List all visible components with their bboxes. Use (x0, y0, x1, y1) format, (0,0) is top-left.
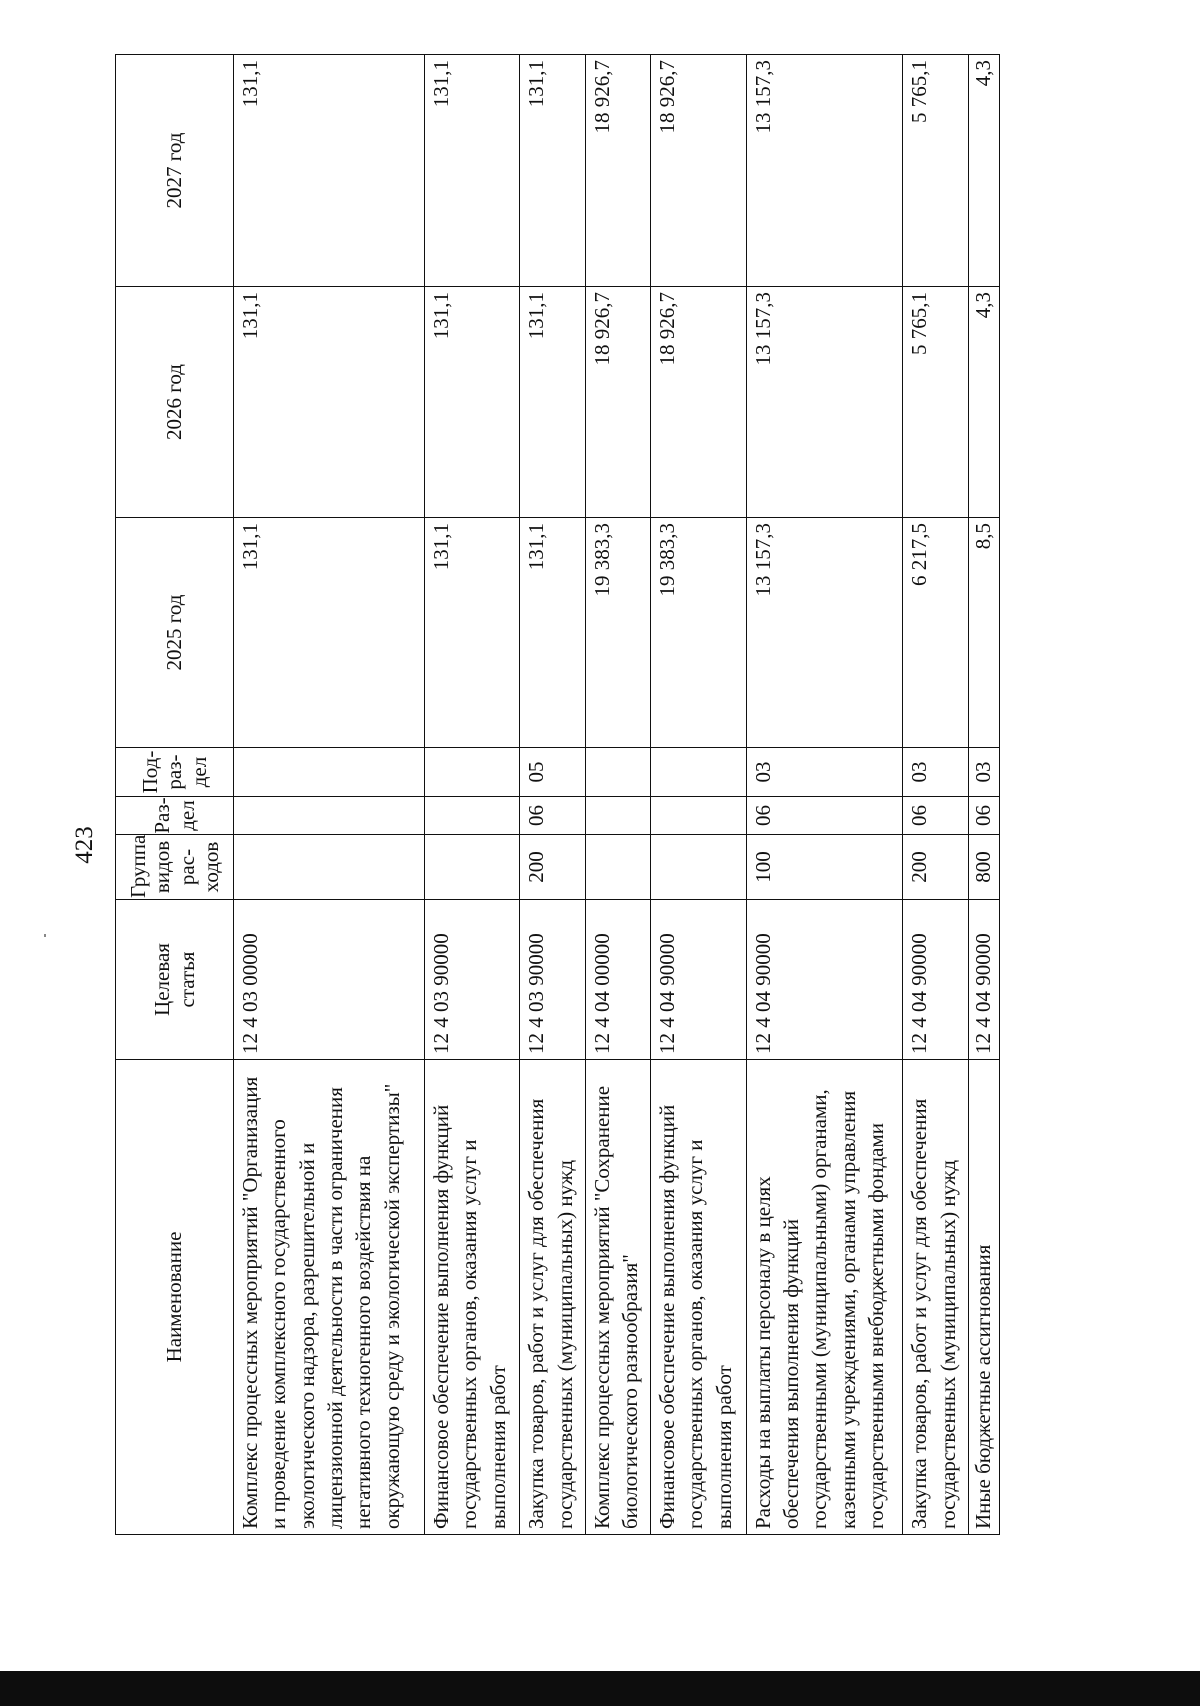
cell-target-item: 12 4 04 90000 (968, 900, 999, 1060)
cell-2026: 131,1 (520, 287, 585, 518)
cell-2026: 18 926,7 (651, 287, 746, 518)
cell-section (651, 797, 746, 835)
cell-2025: 131,1 (234, 518, 425, 748)
header-section: Раз- дел (116, 797, 234, 835)
header-year-2025: 2025 год (116, 518, 234, 748)
cell-section: 06 (903, 797, 968, 835)
cell-expense-group: 200 (903, 835, 968, 900)
scan-speck (44, 934, 46, 937)
scan-edge-bottom (0, 1671, 1200, 1706)
cell-2025: 131,1 (520, 518, 585, 748)
cell-2026: 131,1 (234, 287, 425, 518)
cell-target-item: 12 4 04 00000 (585, 900, 650, 1060)
cell-2025: 131,1 (424, 518, 519, 748)
cell-expense-group (585, 835, 650, 900)
cell-name: Иные бюджетные ассигнования (968, 1060, 999, 1535)
cell-2027: 4,3 (968, 55, 999, 287)
cell-section (424, 797, 519, 835)
cell-2027: 5 765,1 (903, 55, 968, 287)
cell-subsection (424, 748, 519, 797)
cell-expense-group: 200 (520, 835, 585, 900)
cell-section (234, 797, 425, 835)
cell-2026: 5 765,1 (903, 287, 968, 518)
header-target-item: Целевая статья (116, 900, 234, 1060)
cell-2026: 4,3 (968, 287, 999, 518)
table-row (903, 55, 968, 1535)
cell-name: Расходы на выплаты персоналу в целях обеспечения выполнения функций государственными (муниципальными) органами, казенными учреждениями, органами управления государственными внебюджетными фондами (746, 1060, 903, 1535)
header-expense-group: Группа видов рас- ходов (116, 835, 234, 900)
budget-table (115, 54, 1000, 1535)
cell-target-item: 12 4 03 90000 (520, 900, 585, 1060)
cell-section: 06 (520, 797, 585, 835)
header-subsection: Под- раз- дел (116, 748, 234, 797)
cell-2026: 13 157,3 (746, 287, 903, 518)
cell-2027: 131,1 (520, 55, 585, 287)
cell-expense-group (234, 835, 425, 900)
cell-2025: 8,5 (968, 518, 999, 748)
cell-subsection: 03 (903, 748, 968, 797)
cell-expense-group (424, 835, 519, 900)
cell-2027: 13 157,3 (746, 55, 903, 287)
cell-subsection: 05 (520, 748, 585, 797)
cell-2025: 13 157,3 (746, 518, 903, 748)
page-number: 423 (71, 826, 98, 864)
cell-target-item: 12 4 03 90000 (424, 900, 519, 1060)
cell-2027: 18 926,7 (585, 55, 650, 287)
cell-target-item: 12 4 04 90000 (903, 900, 968, 1060)
table-row (234, 55, 425, 1535)
header-year-2027: 2027 год (116, 55, 234, 287)
cell-section: 06 (746, 797, 903, 835)
cell-name: Комплекс процессных мероприятий "Сохранение биологического разнообразия" (585, 1060, 650, 1535)
cell-2026: 131,1 (424, 287, 519, 518)
table-row (968, 55, 999, 1535)
cell-name: Финансовое обеспечение выполнения функций государственных органов, оказания услуг и выполнения работ (651, 1060, 746, 1535)
cell-2025: 6 217,5 (903, 518, 968, 748)
cell-section: 06 (968, 797, 999, 835)
table-row (520, 55, 585, 1535)
scan-edge-right (1180, 0, 1200, 1706)
table-row (651, 55, 746, 1535)
cell-name: Закупка товаров, работ и услуг для обеспечения государственных (муниципальных) нужд (903, 1060, 968, 1535)
cell-name: Закупка товаров, работ и услуг для обеспечения государственных (муниципальных) нужд (520, 1060, 585, 1535)
cell-subsection (651, 748, 746, 797)
cell-name: Комплекс процессных мероприятий "Организация и проведение комплексного государственного экологического надзора, разрешительной и лицензионной деятельности в части ограничения негативного техногенного воздействия на окружающую среду и экологической экспертизы" (234, 1060, 425, 1535)
cell-subsection: 03 (746, 748, 903, 797)
cell-subsection: 03 (968, 748, 999, 797)
budget-table-rotated (115, 55, 1000, 1535)
header-name: Наименование (116, 1060, 234, 1535)
table-row (746, 55, 903, 1535)
cell-2025: 19 383,3 (585, 518, 650, 748)
table-row (585, 55, 650, 1535)
cell-2027: 131,1 (424, 55, 519, 287)
cell-2025: 19 383,3 (651, 518, 746, 748)
cell-2027: 18 926,7 (651, 55, 746, 287)
header-year-2026: 2026 год (116, 287, 234, 518)
cell-section (585, 797, 650, 835)
table-row (424, 55, 519, 1535)
cell-target-item: 12 4 03 00000 (234, 900, 425, 1060)
cell-name: Финансовое обеспечение выполнения функций государственных органов, оказания услуг и выполнения работ (424, 1060, 519, 1535)
cell-expense-group (651, 835, 746, 900)
cell-target-item: 12 4 04 90000 (746, 900, 903, 1060)
cell-2027: 131,1 (234, 55, 425, 287)
cell-expense-group: 100 (746, 835, 903, 900)
table-header-row (116, 55, 234, 1535)
cell-target-item: 12 4 04 90000 (651, 900, 746, 1060)
cell-2026: 18 926,7 (585, 287, 650, 518)
cell-subsection (234, 748, 425, 797)
cell-expense-group: 800 (968, 835, 999, 900)
cell-subsection (585, 748, 650, 797)
